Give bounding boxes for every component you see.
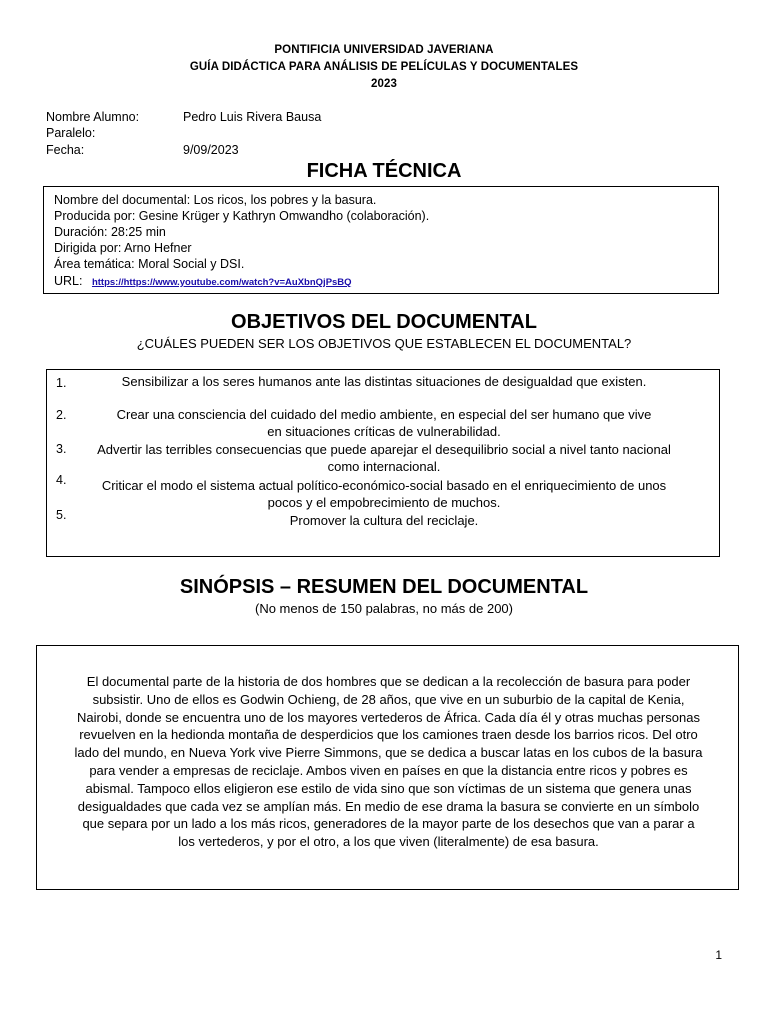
ficha-box	[43, 186, 719, 294]
objetivo-number: 4.	[56, 473, 67, 487]
objetivo-text: Sensibilizar a los seres humanos ante las distintas situaciones de desigualdad que existen.	[121, 374, 647, 389]
sinopsis-line: Nairobi, donde se encuentra uno de los mayores vertederos de África. Cada día él y otras muchas personas	[77, 709, 700, 725]
objetivo-text-cont: como internacional.	[327, 459, 441, 474]
ficha-area: Área temática: Moral Social y DSI.	[54, 257, 245, 271]
objetivos-title: OBJETIVOS DEL DOCUMENTAL	[231, 311, 537, 333]
sinopsis-title: SINÓPSIS – RESUMEN DEL DOCUMENTAL	[179, 576, 589, 598]
sinopsis-text	[37, 673, 740, 851]
ficha-title: FICHA TÉCNICA	[306, 160, 462, 182]
fecha-value: 9/09/2023	[183, 143, 239, 157]
sinopsis-line: subsistir. Uno de ellos es Godwin Ochieng, de 28 años, que vive en un suburbio de la capital de Kenia,	[92, 691, 685, 707]
student-name-label: Nombre Alumno:	[46, 110, 140, 124]
student-name-value: Pedro Luis Rivera Bausa	[183, 110, 322, 124]
sinopsis-line: lado del mundo, en Nueva York vive Pierre Simmons, que se dedica a buscar latas en los cubos de la basura	[74, 745, 703, 761]
guide-title: GUÍA DIDÁCTICA PARA ANÁLISIS DE PELÍCULAS Y DOCUMENTALES	[189, 61, 579, 73]
sinopsis-box	[36, 645, 739, 890]
ficha-url-row	[54, 273, 352, 291]
sinopsis-line: El documental parte de la historia de dos hombres que se dedican a la recolección de basura para poder	[86, 674, 691, 689]
objetivo-number: 5.	[56, 508, 67, 522]
sinopsis-line: desigualdades que cada vez se amplían más. En medio de ese drama la basura se convierte en un símbolo	[77, 798, 700, 814]
sinopsis-line: revuelven en la hedionda montaña de desperdicios que los camiones traen desde los barrios ricos. Del otro	[79, 727, 698, 743]
sinopsis-line: que separa por un lado a los más ricos, generadores de la mayor parte de los desechos que van a parar a	[82, 816, 695, 832]
fecha-label: Fecha:	[46, 143, 85, 157]
ficha-url-label: URL:	[54, 274, 83, 288]
objetivo-text: Promover la cultura del reciclaje.	[289, 513, 479, 528]
ficha-url-link[interactable]: https://https://www.youtube.com/watch?v=AuXbnQjPsBQ	[91, 277, 352, 288]
year: 2023	[371, 78, 397, 90]
sinopsis-line: para vender a empresas de reciclaje. Ambos viven en países en que la distancia entre ricos y pobres es	[89, 762, 688, 778]
paralelo-label: Paralelo:	[46, 126, 96, 140]
objetivos-question: ¿CUÁLES PUEDEN SER LOS OBJETIVOS QUE ESTABLECEN EL DOCUMENTAL?	[136, 336, 632, 351]
sinopsis-subtitle: (No menos de 150 palabras, no más de 200)	[255, 601, 513, 616]
objetivo-text-cont: en situaciones críticas de vulnerabilidad.	[267, 424, 501, 439]
sinopsis-line: los vertederos, y por el otro, a los que viven (literalmente) de esa basura.	[178, 834, 599, 850]
objetivo-text: Criticar el modo el sistema actual político-económico-social basado en el enriquecimiento de unos	[101, 478, 667, 493]
university-name: PONTIFICIA UNIVERSIDAD JAVERIANA	[274, 44, 494, 56]
objetivo-text: Crear una consciencia del cuidado del medio ambiente, en especial del ser humano que vive	[116, 407, 652, 422]
page-number: 1	[715, 948, 722, 962]
ficha-duracion: Duración: 28:25 min	[54, 225, 166, 239]
objetivo-text: Advertir las terribles consecuencias que puede aparejar el desequilibrio social a nivel tanto nacional	[97, 442, 671, 457]
objetivo-text-cont: pocos y el empobrecimiento de muchos.	[267, 495, 501, 510]
objetivo-number: 1.	[56, 376, 67, 390]
ficha-dirigida: Dirigida por: Arno Hefner	[54, 241, 192, 255]
objetivos-box	[46, 369, 720, 557]
ficha-documental: Nombre del documental: Los ricos, los pobres y la basura.	[54, 193, 377, 207]
sinopsis-line: abismal. Tampoco ellos eligieron ese estilo de vida sino que son víctimas de un sistema que genera unas	[85, 780, 692, 796]
ficha-producida: Producida por: Gesine Krüger y Kathryn Omwandho (colaboración).	[54, 209, 430, 223]
objetivo-number: 2.	[56, 408, 67, 422]
objetivo-number: 3.	[56, 442, 67, 456]
